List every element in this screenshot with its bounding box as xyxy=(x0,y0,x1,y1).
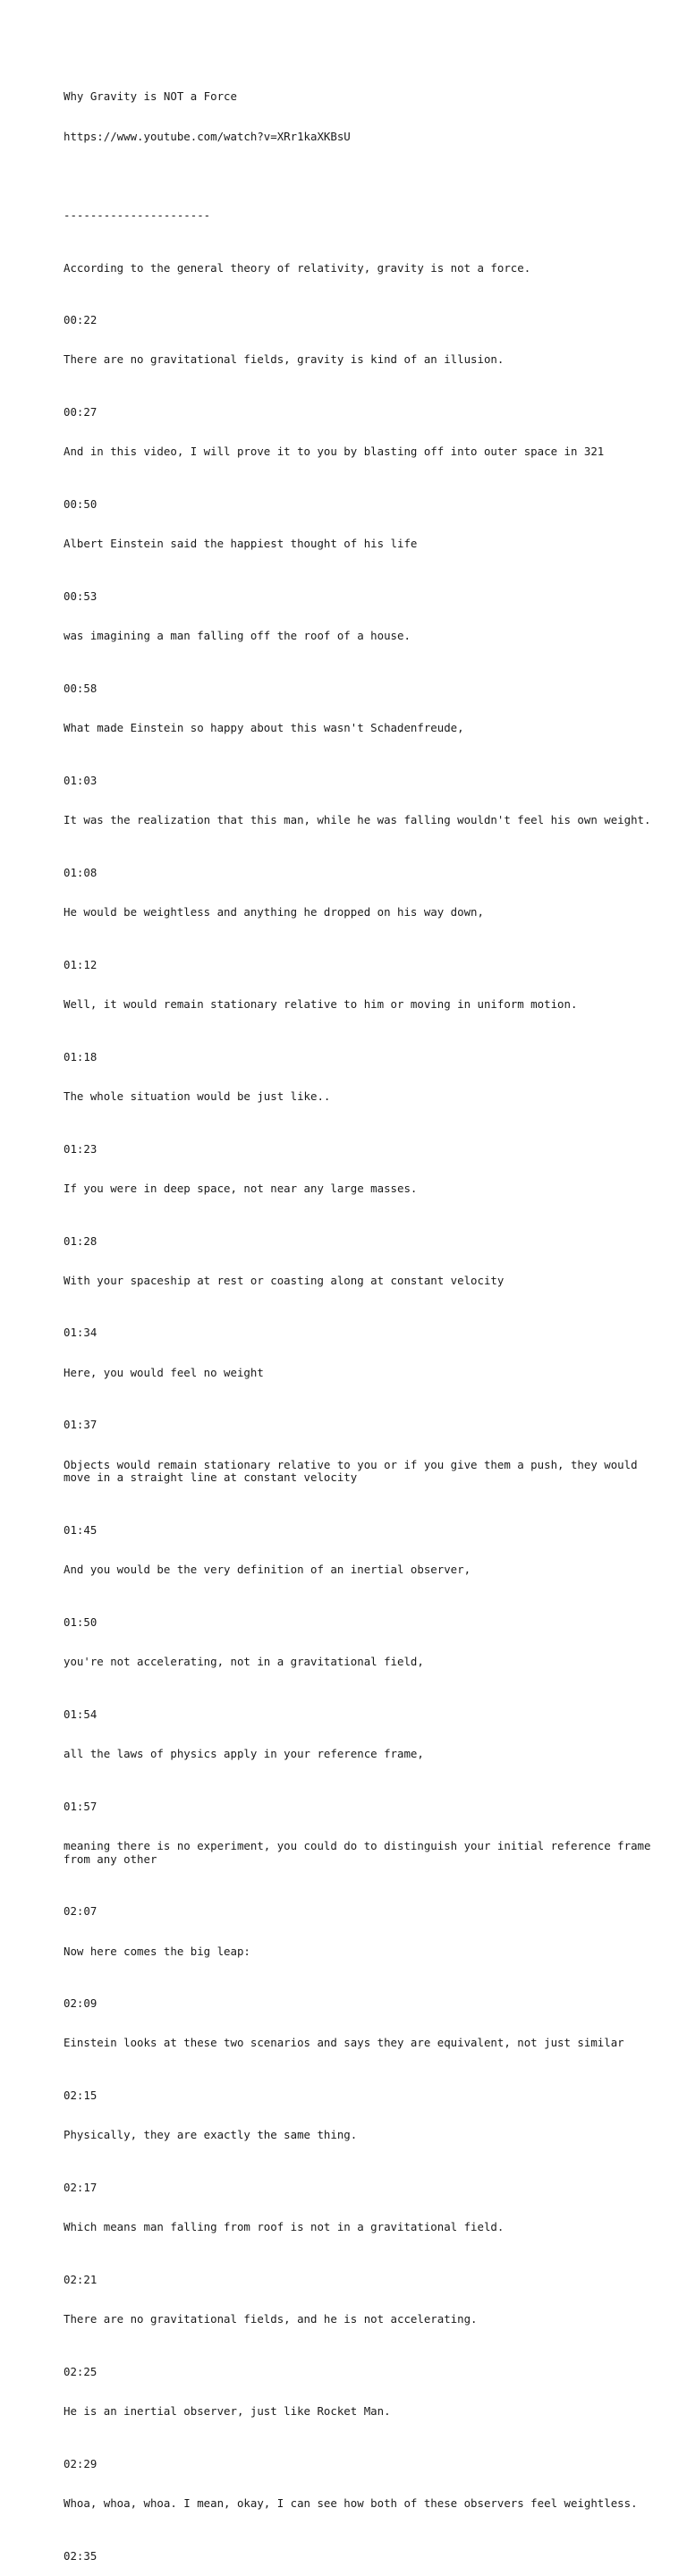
transcript-text: What made Einstein so happy about this wasn't Schadenfreude, xyxy=(64,721,464,735)
transcript-text: According to the general theory of relativity, gravity is not a force. xyxy=(64,260,531,275)
transcript-text: Here, you would feel no weight xyxy=(64,1365,264,1379)
transcript-text: Einstein looks at these two scenarios and says they are equivalent, not just similar xyxy=(64,2036,624,2050)
timestamp: 01:45 xyxy=(64,1523,98,1538)
timestamp: 02:07 xyxy=(64,1904,98,1919)
timestamp: 01:08 xyxy=(64,865,98,879)
timestamp: 00:53 xyxy=(64,589,98,604)
document-title: Why Gravity is NOT a Force xyxy=(64,89,237,104)
timestamp: 01:34 xyxy=(64,1326,98,1340)
transcript-text: Whoa, whoa, whoa. I mean, okay, I can see how both of these observers feel weightless. xyxy=(64,2496,638,2511)
transcript-text: Physically, they are exactly the same thing. xyxy=(64,2128,358,2142)
transcript-text: And in this video, I will prove it to you by blasting off into outer space in 321 xyxy=(64,445,605,459)
timestamp: 00:22 xyxy=(64,313,98,327)
video-url: https://www.youtube.com/watch?v=XRr1kaXKBsU xyxy=(64,129,351,143)
blank-line xyxy=(64,170,654,183)
timestamp: 02:15 xyxy=(64,2089,98,2103)
transcript-text: was imagining a man falling off the roof of a house. xyxy=(64,629,411,643)
transcript-document xyxy=(64,64,657,2576)
timestamp: 01:12 xyxy=(64,957,98,971)
timestamp: 01:50 xyxy=(64,1614,98,1629)
timestamp: 02:35 xyxy=(64,2548,98,2563)
transcript-text: Albert Einstein said the happiest thought of his life xyxy=(64,537,418,551)
timestamp: 02:29 xyxy=(64,2456,98,2470)
timestamp: 02:17 xyxy=(64,2181,98,2195)
transcript-text: Well, it would remain stationary relative to him or moving in uniform motion. xyxy=(64,996,578,1011)
timestamp: 02:21 xyxy=(64,2273,98,2287)
transcript-text: Which means man falling from roof is not in a gravitational field. xyxy=(64,2220,505,2234)
timestamp: 00:58 xyxy=(64,682,98,696)
timestamp: 00:50 xyxy=(64,497,98,512)
timestamp: 01:18 xyxy=(64,1049,98,1063)
timestamp: 02:25 xyxy=(64,2365,98,2379)
timestamp: 01:37 xyxy=(64,1418,98,1432)
transcript-text: There are no gravitational fields, and he is not accelerating. xyxy=(64,2312,478,2326)
timestamp: 02:09 xyxy=(64,1996,98,2011)
transcript-text: He is an inertial observer, just like Rocket Man. xyxy=(64,2404,391,2419)
timestamp: 00:27 xyxy=(64,405,98,419)
timestamp: 01:57 xyxy=(64,1799,98,1813)
separator-line: ---------------------- xyxy=(64,208,211,222)
transcript-text: There are no gravitational fields, gravity is kind of an illusion. xyxy=(64,352,505,367)
transcript-text: The whole situation would be just like.. xyxy=(64,1089,331,1103)
transcript-text: you're not accelerating, not in a gravitational field, xyxy=(64,1655,424,1669)
transcript-text: Now here comes the big leap: xyxy=(64,1944,250,1958)
transcript-text: If you were in deep space, not near any large masses. xyxy=(64,1181,418,1195)
timestamp: 01:03 xyxy=(64,773,98,787)
transcript-text: meaning there is no experiment, you could do to distinguish your initial reference frame from any other xyxy=(64,1838,657,1866)
timestamp: 01:23 xyxy=(64,1141,98,1156)
transcript-text: He would be weightless and anything he dropped on his way down, xyxy=(64,904,484,919)
transcript-text: With your spaceship at rest or coasting along at constant velocity xyxy=(64,1273,505,1287)
transcript-text: all the laws of physics apply in your reference frame, xyxy=(64,1746,424,1760)
timestamp: 01:28 xyxy=(64,1233,98,1248)
transcript-text: It was the realization that this man, while he was falling wouldn't feel his own weight. xyxy=(64,813,651,827)
transcript-text: Objects would remain stationary relative to you or if you give them a push, they would move in a straight line at constant velocity xyxy=(64,1457,645,1485)
timestamp: 01:54 xyxy=(64,1707,98,1721)
transcript-text: And you would be the very definition of an inertial observer, xyxy=(64,1563,471,1577)
